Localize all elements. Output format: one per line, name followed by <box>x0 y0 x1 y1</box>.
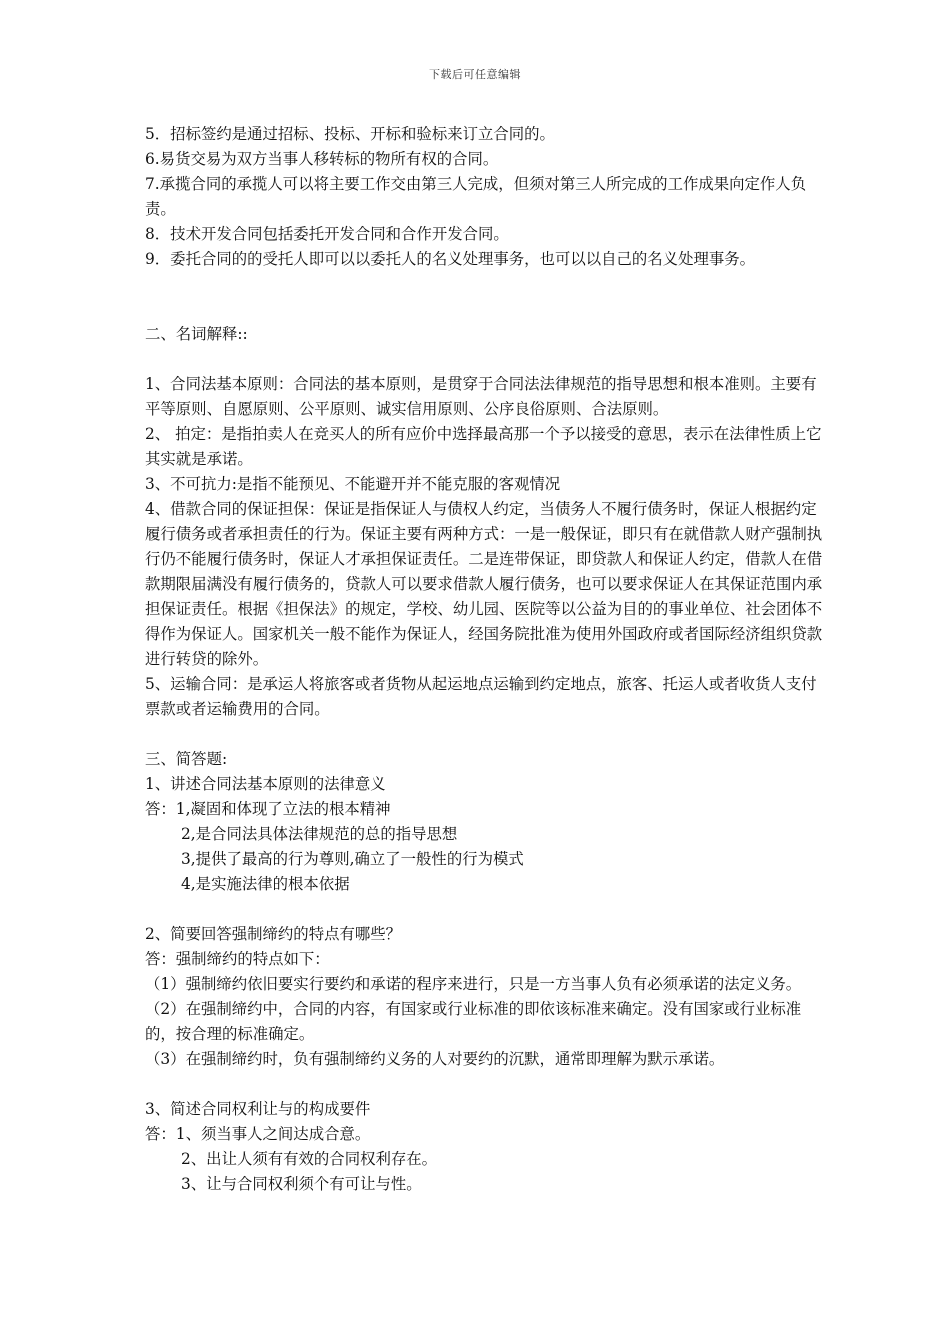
list-item: 9．委托合同的的受托人即可以以委托人的名义处理事务，也可以以自己的名义处理事务。 <box>145 250 756 268</box>
page-header: 下载后可任意编辑 <box>429 68 521 81</box>
spacer <box>145 272 825 322</box>
list-item: 5．招标签约是通过招标、投标、开标和验标来订立合同的。 <box>145 125 555 143</box>
list-item: 8．技术开发合同包括委托开发合同和合作开发合同。 <box>145 225 509 243</box>
answer-point: （2）在强制缔约中，合同的内容，有国家或行业标准的即依该标准来确定。没有国家或行业标准的，按合理的标准确定。 <box>145 1000 802 1043</box>
document-body <box>145 122 825 1197</box>
answer-point: 2,是合同法具体法律规范的总的指导思想 <box>181 825 458 843</box>
definition-item: 4、借款合同的保证担保：保证是指保证人与债权人约定，当债务人不履行债务时，保证人根据约定履行债务或者承担责任的行为。保证主要有两种方式：一是一般保证，即只有在就借款人财产强制执行仍不能履行债务时，保证人才承担保证责任。二是连带保证，即贷款人和保证人约定，借款人在借款期限届满没有履行债务的，贷款人可以要求借款人履行债务，也可以要求保证人在其保证范围内承担保证责任。根据《担保法》的规定，学校、幼儿园、医院等以公益为目的的事业单位、社会团体不得作为保证人。国家机关一般不能作为保证人，经国务院批准为使用外国政府或者国际经济组织贷款进行转贷的除外。 <box>145 500 823 668</box>
answer-point: （3）在强制缔约时，负有强制缔约义务的人对要约的沉默，通常即理解为默示承诺。 <box>145 1050 725 1068</box>
definition-item: 5、运输合同：是承运人将旅客或者货物从起运地点运输到约定地点，旅客、托运人或者收货人支付票款或者运输费用的合同。 <box>145 675 817 718</box>
answer-text: 答：1,凝固和体现了立法的根本精神 <box>145 800 391 818</box>
answer-point: 2、出让人须有有效的合同权利存在。 <box>181 1150 438 1168</box>
answer-text: 答：1、须当事人之间达成合意。 <box>145 1125 371 1143</box>
question-text: 2、简要回答强制缔约的特点有哪些？ <box>145 925 402 943</box>
list-item: 7.承揽合同的承揽人可以将主要工作交由第三人完成，但须对第三人所完成的工作成果向定作人负责。 <box>145 175 807 218</box>
answer-point: （1）强制缔约依旧要实行要约和承诺的程序来进行，只是一方当事人负有必须承诺的法定义务。 <box>145 975 802 993</box>
true-false-list <box>145 122 825 272</box>
definitions-list <box>145 372 825 722</box>
answer-point: 4,是实施法律的根本依据 <box>181 875 350 893</box>
definition-item: 1、合同法基本原则：合同法的基本原则，是贯穿于合同法法律规范的指导思想和根本准则。主要有平等原则、自愿原则、公平原则、诚实信用原则、公序良俗原则、合法原则。 <box>145 375 817 418</box>
question-block-1 <box>145 772 825 897</box>
spacer <box>145 347 825 372</box>
list-item: 6.易货交易为双方当事人移转标的物所有权的合同。 <box>145 150 499 168</box>
section-title-definitions: 二、名词解释:: <box>145 325 248 343</box>
spacer <box>145 897 825 922</box>
answer-point: 3、让与合同权利须个有可让与性。 <box>181 1175 422 1193</box>
answer-text: 答：强制缔约的特点如下： <box>145 950 330 968</box>
definition-item: 2、 拍定：是指拍卖人在竞买人的所有应价中选择最高那一个予以接受的意思，表示在法律性质上它其实就是承诺。 <box>145 425 822 468</box>
question-block-2 <box>145 922 825 1072</box>
definition-item: 3、不可抗力:是指不能预见、不能避开并不能克服的客观情况 <box>145 475 561 493</box>
spacer <box>145 722 825 747</box>
question-text: 1、讲述合同法基本原则的法律意义 <box>145 775 386 793</box>
answer-point: 3,提供了最高的行为尊则,确立了一般性的行为模式 <box>181 850 524 868</box>
question-text: 3、简述合同权利让与的构成要件 <box>145 1100 371 1118</box>
section-title-short-answers: 三、简答题: <box>145 750 228 768</box>
question-block-3 <box>145 1097 825 1197</box>
spacer <box>145 1072 825 1097</box>
